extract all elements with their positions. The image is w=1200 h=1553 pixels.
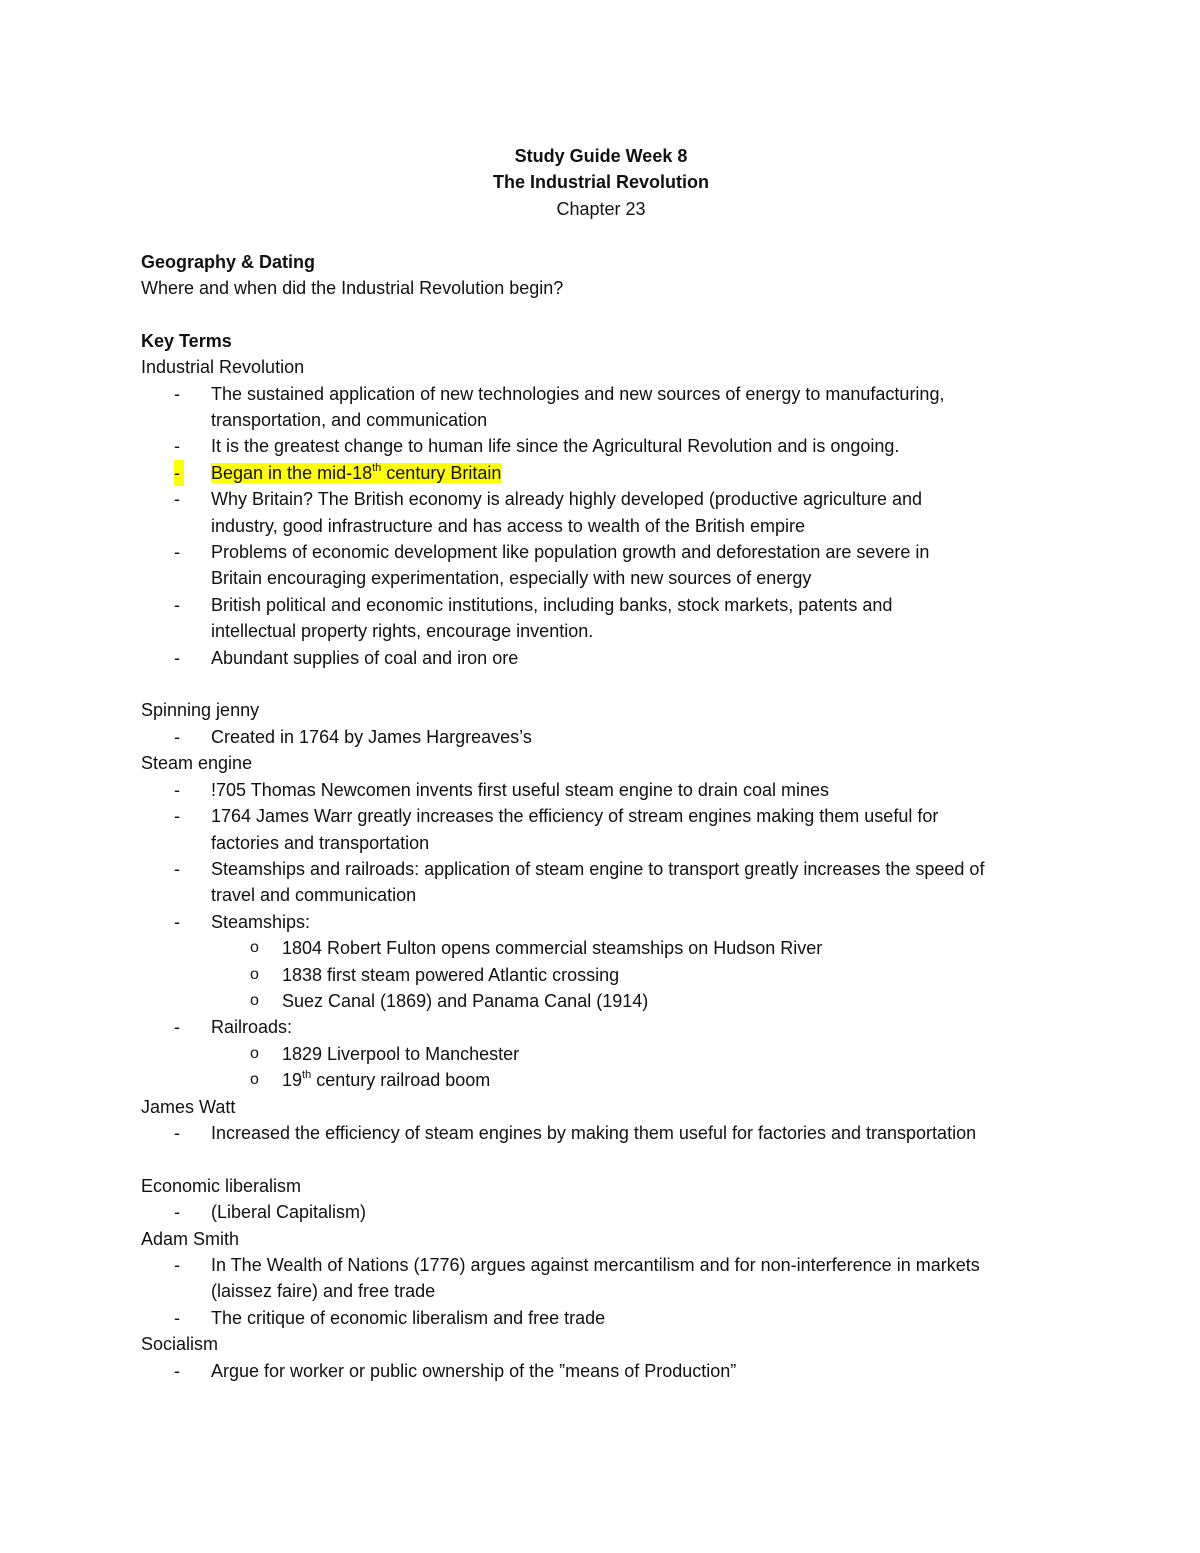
dash-marker: - — [174, 1360, 180, 1381]
dash-marker: - — [174, 911, 180, 932]
list-item — [141, 777, 1071, 803]
dash-marker: - — [174, 1255, 180, 1275]
sub-list-item-text: Suez Canal (1869) and Panama Canal (1914) — [282, 990, 649, 1011]
list-item — [141, 856, 1071, 909]
dash-marker: - — [174, 436, 180, 457]
document-title: Study Guide Week 8 — [514, 146, 688, 166]
highlighted-text — [211, 463, 501, 483]
geography-question: Where and when did the Industrial Revolution begin? — [141, 278, 564, 299]
list-item-text: Steamships and railroads: application of steam engine to transport greatly increases the speed of — [211, 858, 985, 879]
sub-list-item-text: 1804 Robert Fulton opens commercial steamships on Hudson River — [282, 938, 823, 959]
list-item — [141, 592, 1071, 645]
list-item-text: In The Wealth of Nations (1776) argues against mercantilism and for non-interference in markets — [211, 1255, 980, 1275]
list-item — [141, 433, 1071, 459]
highlighted-list-item — [141, 460, 1071, 486]
sub-list-item — [141, 1067, 1071, 1093]
sub-list-item-text: 1838 first steam powered Atlantic crossing — [282, 964, 620, 985]
list-item — [141, 1305, 1071, 1331]
section-heading-geography: Geography & Dating — [141, 251, 316, 272]
list-item-text: Abundant supplies of coal and iron ore — [211, 647, 519, 668]
bullet-marker: o — [250, 1071, 259, 1089]
list-item — [141, 1120, 1071, 1146]
spacer — [141, 671, 1071, 697]
superscript: th — [372, 461, 382, 474]
list-item-text: Problems of economic development like population growth and deforestation are severe in — [211, 542, 930, 563]
list-item-text: The sustained application of new technologies and new sources of energy to manufacturing, — [211, 383, 945, 404]
list-item-text: The critique of economic liberalism and free trade — [211, 1307, 606, 1328]
list-item-text: Increased the efficiency of steam engines by making them useful for factories and transportation — [211, 1122, 977, 1143]
list-item-text: transportation, and communication — [211, 410, 488, 431]
dash-marker: - — [174, 489, 180, 510]
document-content — [141, 143, 1071, 1384]
spacer — [141, 222, 1071, 248]
term-steam-engine: Steam engine — [141, 753, 253, 774]
chapter-label: Chapter 23 — [556, 198, 646, 219]
sub-list-item-text: 1829 Liverpool to Manchester — [282, 1043, 520, 1064]
list-item — [141, 645, 1071, 671]
dash-marker: - — [174, 726, 180, 747]
sub-list-item — [141, 1041, 1071, 1067]
list-item — [141, 486, 1071, 539]
term-industrial-revolution: Industrial Revolution — [141, 357, 305, 378]
list-item-text: British political and economic institutions, including banks, stock markets, patents and — [211, 594, 893, 615]
dash-marker: - — [174, 542, 180, 563]
list-item-text: !705 Thomas Newcomen invents first useful steam engine to drain coal mines — [211, 779, 829, 800]
sub-list-item — [141, 962, 1071, 988]
list-item-text: (Liberal Capitalism) — [211, 1202, 367, 1223]
sub-list-item — [141, 935, 1071, 961]
superscript: th — [302, 1069, 312, 1082]
bullet-marker: o — [250, 991, 259, 1009]
dash-marker: - — [174, 460, 184, 486]
dash-marker: - — [174, 1307, 180, 1328]
list-item-text: Argue for worker or public ownership of the ”means of Production” — [211, 1360, 737, 1381]
list-item — [141, 1358, 1071, 1384]
list-item — [141, 724, 1071, 750]
dash-marker: - — [174, 1017, 180, 1038]
list-item-text: It is the greatest change to human life since the Agricultural Revolution and is ongoing. — [211, 436, 900, 457]
list-item-text: travel and communication — [211, 885, 417, 906]
term-spinning-jenny: Spinning jenny — [141, 700, 260, 721]
document-subtitle: The Industrial Revolution — [492, 172, 709, 193]
list-item-text: intellectual property rights, encourage invention. — [211, 621, 594, 642]
list-item — [141, 803, 1071, 856]
list-item-text: industry, good infrastructure and has access to wealth of the British empire — [211, 515, 805, 536]
dash-marker: - — [174, 1202, 180, 1223]
list-item-text: (laissez faire) and free trade — [211, 1281, 436, 1302]
list-item — [141, 909, 1071, 935]
spacer — [141, 1146, 1071, 1172]
dash-marker: - — [174, 383, 180, 404]
dash-marker: - — [174, 594, 180, 615]
bullet-marker: o — [250, 1044, 259, 1062]
dash-marker: - — [174, 779, 180, 800]
dash-marker: - — [174, 858, 180, 879]
sub-list-item — [141, 988, 1071, 1014]
dash-marker: - — [174, 806, 180, 827]
list-item — [141, 539, 1071, 592]
dash-marker: - — [174, 647, 180, 668]
list-item-text: Britain encouraging experimentation, especially with new sources of energy — [211, 568, 812, 589]
bullet-marker: o — [250, 965, 259, 983]
list-item-text: 1764 James Warr greatly increases the efficiency of stream engines making them useful for — [211, 806, 939, 827]
sub-list-item-text: century railroad boom — [311, 1070, 491, 1091]
term-socialism: Socialism — [141, 1334, 219, 1355]
bullet-marker: o — [250, 939, 259, 957]
list-item-text: factories and transportation — [211, 832, 430, 853]
list-item — [141, 1252, 1071, 1305]
list-item-text: Steamships: — [211, 911, 311, 932]
list-item-text: Began in the mid-18 — [211, 462, 373, 483]
term-adam-smith: Adam Smith — [141, 1228, 240, 1249]
list-item — [141, 1199, 1071, 1225]
list-item — [141, 381, 1071, 434]
list-item-text: century Britain — [381, 462, 502, 483]
list-item-text: Why Britain? The British economy is already highly developed (productive agriculture and — [211, 489, 923, 510]
term-economic-liberalism: Economic liberalism — [141, 1175, 302, 1196]
term-james-watt: James Watt — [141, 1096, 236, 1117]
list-item — [141, 1014, 1071, 1040]
section-heading-key-terms: Key Terms — [141, 330, 232, 351]
list-item-text: Created in 1764 by James Hargreaves’s — [211, 726, 532, 747]
list-item-text: Railroads: — [211, 1017, 293, 1038]
spacer — [141, 301, 1071, 327]
sub-list-item-text: 19 — [282, 1070, 303, 1091]
dash-marker: - — [174, 1122, 180, 1143]
